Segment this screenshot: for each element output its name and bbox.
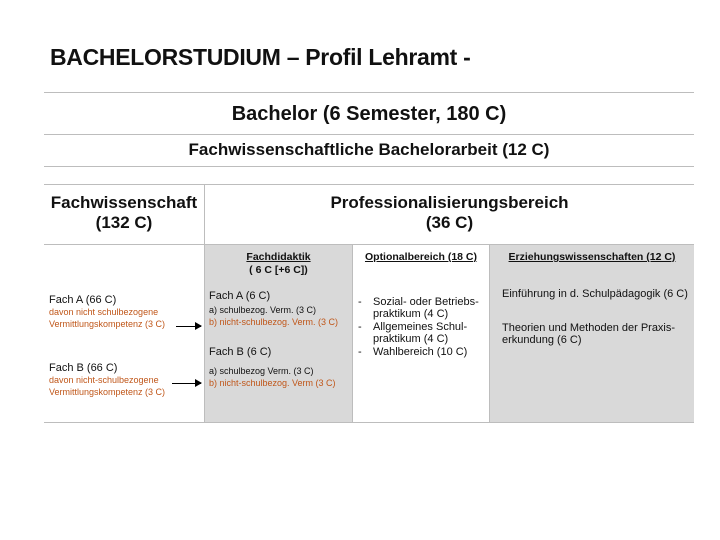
fd-b2: b) nicht-schulbezog. Verm (3 C) — [209, 378, 336, 388]
fach-a-sub1: davon nicht schulbezogene — [49, 307, 159, 317]
optional-item-3: Wahlbereich (10 C) — [373, 346, 468, 358]
erziehung-item-2a: Theorien und Methoden der Praxis- — [502, 322, 676, 334]
fd-fach-a: Fach A (6 C) — [209, 290, 271, 302]
arrow-b-icon — [172, 383, 201, 384]
spacer-row — [44, 166, 694, 184]
optional-item-2a: Allgemeines Schul- — [373, 321, 468, 333]
optionalbereich-column — [352, 244, 489, 423]
erziehung-item-1: Einführung in d. Schulpädagogik (6 C) — [502, 288, 688, 300]
fachwissenschaft-credits: (132 C) — [95, 213, 153, 232]
optional-item-1a: Sozial- oder Betriebs- — [373, 296, 479, 308]
professionalisierung-title: Professionalisierungsbereich — [330, 193, 569, 212]
program-structure-table — [44, 92, 694, 423]
bachelorarbeit-row: Fachwissenschaftliche Bachelorarbeit (12 C) — [44, 134, 694, 166]
optional-bullet-1: - — [358, 296, 362, 308]
fachdidaktik-title: Fachdidaktik — [246, 251, 311, 263]
fach-b-sub2: Vermittlungskompetenz (3 C) — [49, 387, 166, 397]
fachdidaktik-credits: ( 6 C [+6 C]) — [249, 264, 308, 276]
optional-bullet-3: - — [358, 346, 362, 358]
fach-a-label: Fach A (66 C) — [49, 294, 117, 306]
fd-fach-b: Fach B (6 C) — [209, 346, 272, 358]
optional-bullet-2: - — [358, 321, 362, 333]
arrow-a-icon — [176, 326, 201, 327]
erziehung-item-2b: erkundung (6 C) — [502, 334, 582, 346]
optional-header: Optionalbereich (18 C) — [364, 251, 478, 263]
bachelor-header: Bachelor (6 Semester, 180 C) — [44, 92, 694, 134]
fachwissenschaft-header — [44, 184, 204, 244]
optional-item-1b: praktikum (4 C) — [373, 308, 449, 320]
fachdidaktik-column — [204, 244, 352, 423]
fach-b-sub1: davon nicht-schulbezogene — [49, 375, 159, 385]
fd-a1: a) schulbezog. Verm. (3 C) — [209, 305, 317, 315]
professionalisierung-header — [204, 184, 694, 244]
fd-a2: b) nicht-schulbezog. Verm. (3 C) — [209, 317, 339, 327]
fd-b1: a) schulbezog Verm. (3 C) — [209, 366, 314, 376]
fachwissenschaft-column — [44, 244, 204, 423]
fach-a-sub2: Vermittlungskompetenz (3 C) — [49, 319, 166, 329]
erziehungswissenschaften-column — [489, 244, 694, 423]
optional-item-2b: praktikum (4 C) — [373, 333, 449, 345]
fachdidaktik-header — [205, 251, 352, 277]
professionalisierung-credits: (36 C) — [425, 213, 474, 232]
fachwissenschaft-title: Fachwissenschaft — [50, 193, 198, 212]
erziehung-header: Erziehungswissenschaften (12 C) — [508, 251, 676, 263]
page-title: BACHELORSTUDIUM – Profil Lehramt - — [50, 44, 471, 70]
fach-b-label: Fach B (66 C) — [49, 362, 118, 374]
